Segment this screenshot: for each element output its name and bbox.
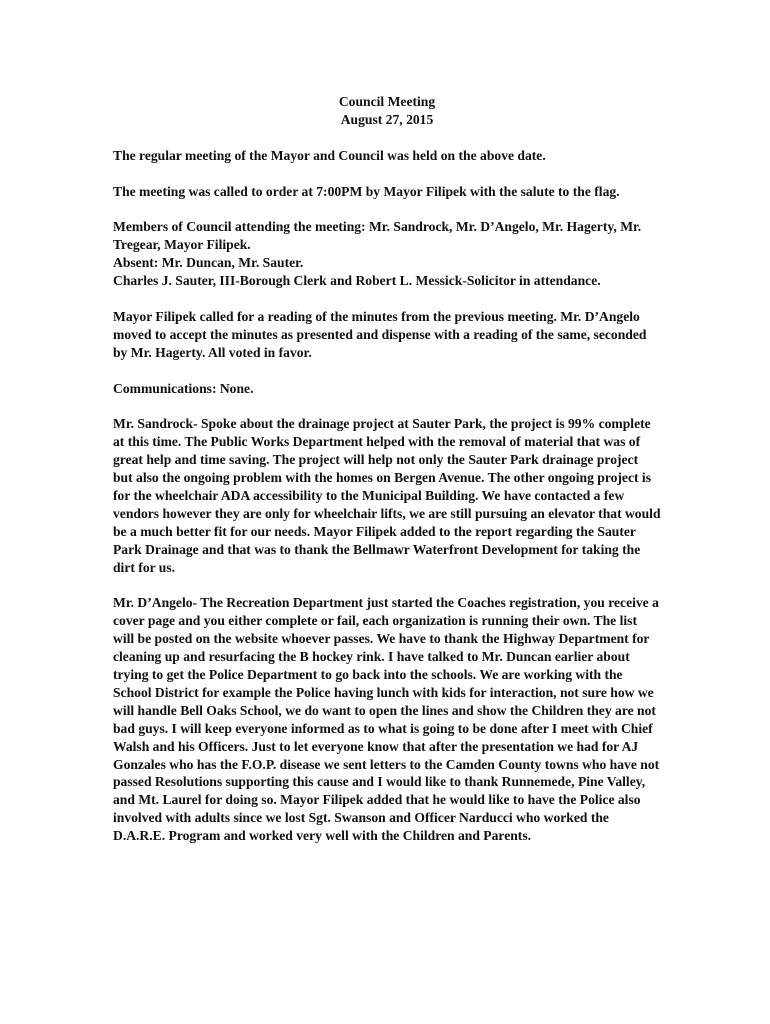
members-attending: Members of Council attending the meeting: Mr. Sandrock, Mr. D’Angelo, Mr. Hagerty, Mr. Tregear, Mayor Filipek. <box>113 219 642 253</box>
dangelo-report-paragraph: Mr. D’Angelo- The Recreation Department just started the Coaches registration, you receive a cover page and you either complete or fail, each organization is running their own. The list will be posted on the website whoever passes. We have to thank the Highway Department for cleaning up and resurfacing the B hockey rink. I have talked to Mr. Duncan earlier about trying to get the Police Department to go back into the schools. We are working with the School District for example the Police having lunch with kids for interaction, not sure how we will handle Bell Oaks School, we do want to open the lines and show the Children they are not bad guys. I will keep everyone informed as to what is going to be done after I meet with Chief Walsh and his Officers. Just to let everyone know that after the presentation we had for AJ Gonzales who has the F.O.P. disease we sent letters to the Camden County towns who have not passed Resolutions supporting this cause and I would like to thank Runnemede, Pine Valley, and Mt. Laurel for doing so. Mayor Filipek added that he would like to have the Police also involved with adults since we lost Sgt. Swanson and Officer Narducci who worked the D.A.R.E. Program and worked very well with the Children and Parents. <box>113 595 660 844</box>
intro-paragraph: The regular meeting of the Mayor and Council was held on the above date. <box>113 147 546 163</box>
minutes-paragraph: Mayor Filipek called for a reading of the minutes from the previous meeting. Mr. D’Angelo moved to accept the minutes as presented and dispense with a reading of the same, seconded by Mr. Hagerty. All voted in favor. <box>113 308 647 360</box>
meeting-date: August 27, 2015 <box>340 111 434 127</box>
officials-attending: Charles J. Sauter, III-Borough Clerk and Robert L. Messick-Solicitor in attendance. <box>113 273 601 289</box>
sandrock-report-paragraph: Mr. Sandrock- Spoke about the drainage project at Sauter Park, the project is 99% complete at this time. The Public Works Department helped with the removal of material that was of great help and time saving. The project will help not only the Sauter Park drainage project but also the ongoing problem with the homes on Bergen Avenue. The other ongoing project is for the wheelchair ADA accessibility to the Municipal Building. We have contacted a few vendors however they are only for wheelchair lifts, we are still pursuing an elevator that would be a much better fit for our needs. Mayor Filipek added to the report regarding the Sauter Park Drainage and that was to thank the Bellmawr Waterfront Development for taking the dirt for us. <box>113 416 661 575</box>
members-absent: Absent: Mr. Duncan, Mr. Sauter. <box>113 255 304 271</box>
minutes-document <box>113 93 661 863</box>
attendance-paragraph <box>113 218 661 290</box>
communications-paragraph: Communications: None. <box>113 380 254 396</box>
document-header <box>113 93 661 129</box>
call-to-order-paragraph: The meeting was called to order at 7:00PM by Mayor Filipek with the salute to the flag. <box>113 183 620 199</box>
document-title: Council Meeting <box>338 94 436 109</box>
